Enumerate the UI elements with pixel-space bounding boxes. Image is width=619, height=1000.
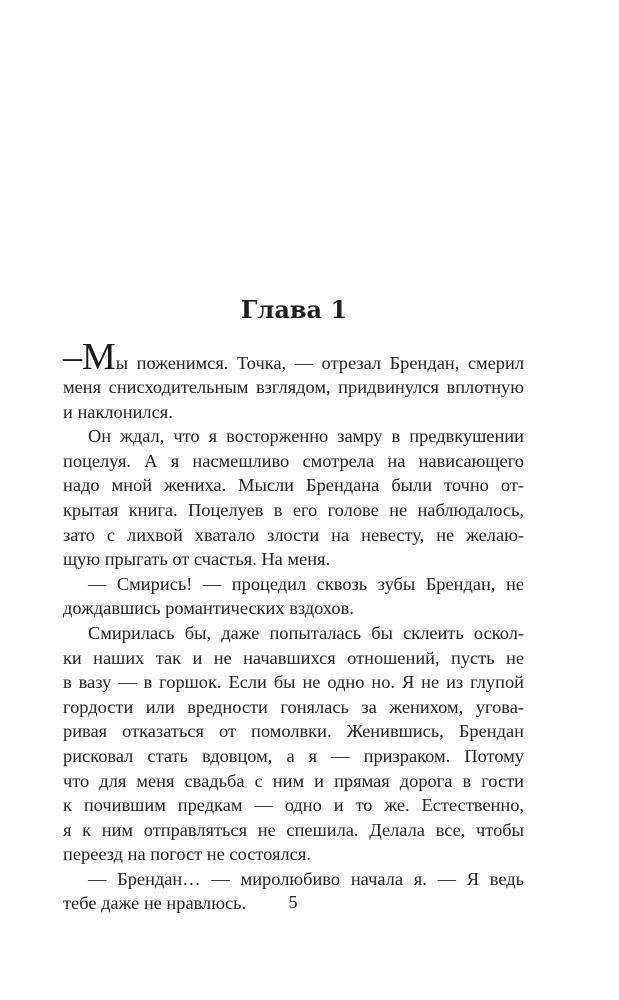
text-line-16: ривая отказаться от помолвки. Женившись, Брендан [63, 721, 524, 742]
text-line-23: тебе даже не нравлюсь. [63, 893, 247, 914]
text-line-8: зато с лихвой хватало злости на невесту, не желаю- [63, 524, 524, 545]
body-text [63, 336, 524, 916]
text-line-1-rest: ы поженимся. Точка, — отрезал Брендан, смерил [115, 353, 524, 373]
text-line-3: и наклонился. [63, 401, 173, 422]
text-line-14: в вазу — в горшок. Если бы не одно но. Я не из глупой [63, 672, 524, 693]
text-line-2: меня снисходительным взглядом, придвинулся вплотную [63, 377, 524, 397]
chapter-title: Глава 1 [240, 295, 348, 324]
drop-cap: –М [63, 336, 116, 378]
text-line-17: рисковал стать вдовцом, а я — призраком. Потому [63, 745, 524, 766]
text-line-15: гордости или вредности гонялась за женихом, угова- [63, 696, 524, 717]
text-line-13: ки наших так и не начавшихся отношений, пусть не [63, 647, 524, 668]
text-line-21: переезд на погост не состоялся. [63, 844, 311, 865]
text-line-9: щую прыгать от счастья. На меня. [63, 549, 331, 570]
text-line-11: дождавшись романтических вздохов. [63, 598, 354, 619]
text-line-22: — Брендан… — миролюбиво начала я. — Я ведь [88, 868, 524, 889]
text-line-20: я к ним отправляться не спешила. Делала все, чтобы [63, 819, 524, 840]
text-line-12: Смирилась бы, даже попыталась бы склеить оскол- [88, 622, 524, 643]
text-line-6: надо мной жениха. Мысли Брендана были точно от- [63, 475, 524, 496]
text-line-10: — Смирись! — процедил сквозь зубы Брендан, не [88, 573, 524, 594]
text-line-7: крытая книга. Поцелуев в его голове не наблюдалось, [63, 499, 524, 520]
text-line-18: что для меня свадьба с ним и прямая дорога в гости [63, 770, 524, 791]
text-line-1 [63, 336, 524, 378]
text-line-5: поцелуя. А я насмешливо смотрела на нависающего [63, 450, 524, 471]
text-line-4: Он ждал, что я восторженно замру в предвкушении [88, 426, 524, 447]
text-line-19: к почившим предкам — одно и то же. Естественно, [63, 795, 524, 816]
page-number: 5 [288, 892, 298, 912]
